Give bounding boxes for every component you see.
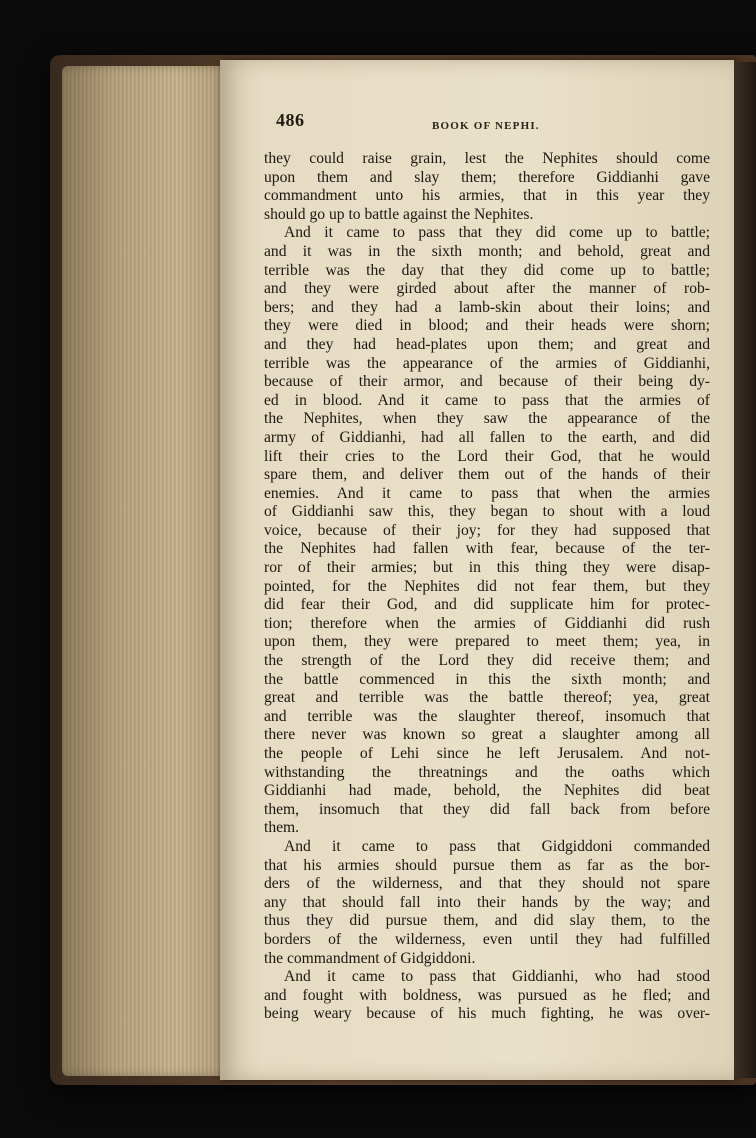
- text-line: great and terrible was the battle thereof; yea, great: [264, 689, 710, 707]
- text-line: they were died in blood; and their heads were shorn;: [264, 317, 710, 335]
- text-line: ders of the wilderness, and that they should not spare: [264, 875, 710, 893]
- text-line: and fought with boldness, was pursued as he fled; and: [264, 986, 710, 1004]
- text-line: them, insomuch that they did fall back from before: [264, 800, 710, 818]
- text-line: being weary because of his much fighting, he was over-: [264, 1005, 710, 1023]
- text-line: voice, because of their joy; for they had supposed that: [264, 521, 710, 539]
- text-line: because of their armor, and because of their being dy-: [264, 373, 710, 391]
- text-line: and they were girded about after the manner of rob-: [264, 280, 710, 298]
- text-line: did fear their God, and did supplicate him for protec-: [264, 596, 710, 614]
- page-text: [264, 150, 710, 1024]
- text-line: of Giddianhi saw this, they began to shout with a loud: [264, 503, 710, 521]
- text-line: withstanding the threatnings and the oaths which: [264, 763, 710, 781]
- text-line: pointed, for the Nephites did not fear them, but they: [264, 577, 710, 595]
- text-line: commandment unto his armies, that in this year they: [264, 187, 710, 205]
- text-line: Giddianhi had made, behold, the Nephites did beat: [264, 782, 710, 800]
- text-line: them.: [264, 819, 300, 837]
- text-line: the commandment of Gidgiddoni.: [264, 949, 476, 967]
- running-head: BOOK OF NEPHI.: [432, 120, 540, 132]
- text-line: and it was in the sixth month; and behold, great and: [264, 242, 710, 260]
- text-line: and terrible was the slaughter thereof, insomuch that: [264, 707, 710, 725]
- text-line: borders of the wilderness, even until they had fulfilled: [264, 930, 710, 948]
- text-line: should go up to battle against the Nephites.: [264, 205, 534, 223]
- page-header: [276, 110, 706, 134]
- text-line: And it came to pass that they did come up to battle;: [284, 224, 710, 242]
- text-line: that his armies should pursue them as far as the bor-: [264, 856, 710, 874]
- text-line: And it came to pass that Giddianhi, who had stood: [284, 968, 710, 986]
- book-spine-edge: [734, 62, 756, 1078]
- text-line: the Nephites had fallen with fear, because of the ter-: [264, 540, 710, 558]
- text-line: upon them, they were prepared to meet them; yea, in: [264, 633, 710, 651]
- text-line: And it came to pass that Gidgiddoni commanded: [284, 837, 710, 855]
- text-line: upon them and slay them; therefore Giddianhi gave: [264, 168, 710, 186]
- text-line: enemies. And it came to pass that when the armies: [264, 484, 710, 502]
- text-line: army of Giddianhi, had all fallen to the earth, and did: [264, 428, 710, 446]
- text-line: terrible was the appearance of the armies of Giddianhi,: [264, 354, 710, 372]
- text-line: lift their cries to the Lord their God, that he would: [264, 447, 710, 465]
- text-line: ror of their armies; but in this thing they were disap-: [264, 559, 710, 577]
- text-line: spare them, and deliver them out of the hands of their: [264, 466, 710, 484]
- page-number: 486: [276, 110, 305, 130]
- text-line: there never was known so great a slaughter among all: [264, 726, 710, 744]
- text-line: the Nephites, when they saw the appearance of the: [264, 410, 710, 428]
- text-line: terrible was the day that they did come up to battle;: [264, 261, 710, 279]
- text-line: ed in blood. And it came to pass that the armies of: [264, 391, 710, 409]
- text-line: tion; therefore when the armies of Giddianhi did rush: [264, 614, 710, 632]
- page-edges: [62, 66, 227, 1076]
- text-line: the battle commenced in this the sixth month; and: [264, 670, 710, 688]
- text-line: any that should fall into their hands by the way; and: [264, 893, 710, 911]
- text-line: thus they did pursue them, and did slay them, to the: [264, 912, 710, 930]
- text-line: and they had head-plates upon them; and great and: [264, 335, 710, 353]
- text-line: bers; and they had a lamb-skin about their loins; and: [264, 298, 710, 316]
- text-line: the people of Lehi since he left Jerusalem. And not-: [264, 745, 710, 762]
- text-line: they could raise grain, lest the Nephites should come: [264, 150, 710, 167]
- text-line: the strength of the Lord they did receive them; and: [264, 652, 710, 670]
